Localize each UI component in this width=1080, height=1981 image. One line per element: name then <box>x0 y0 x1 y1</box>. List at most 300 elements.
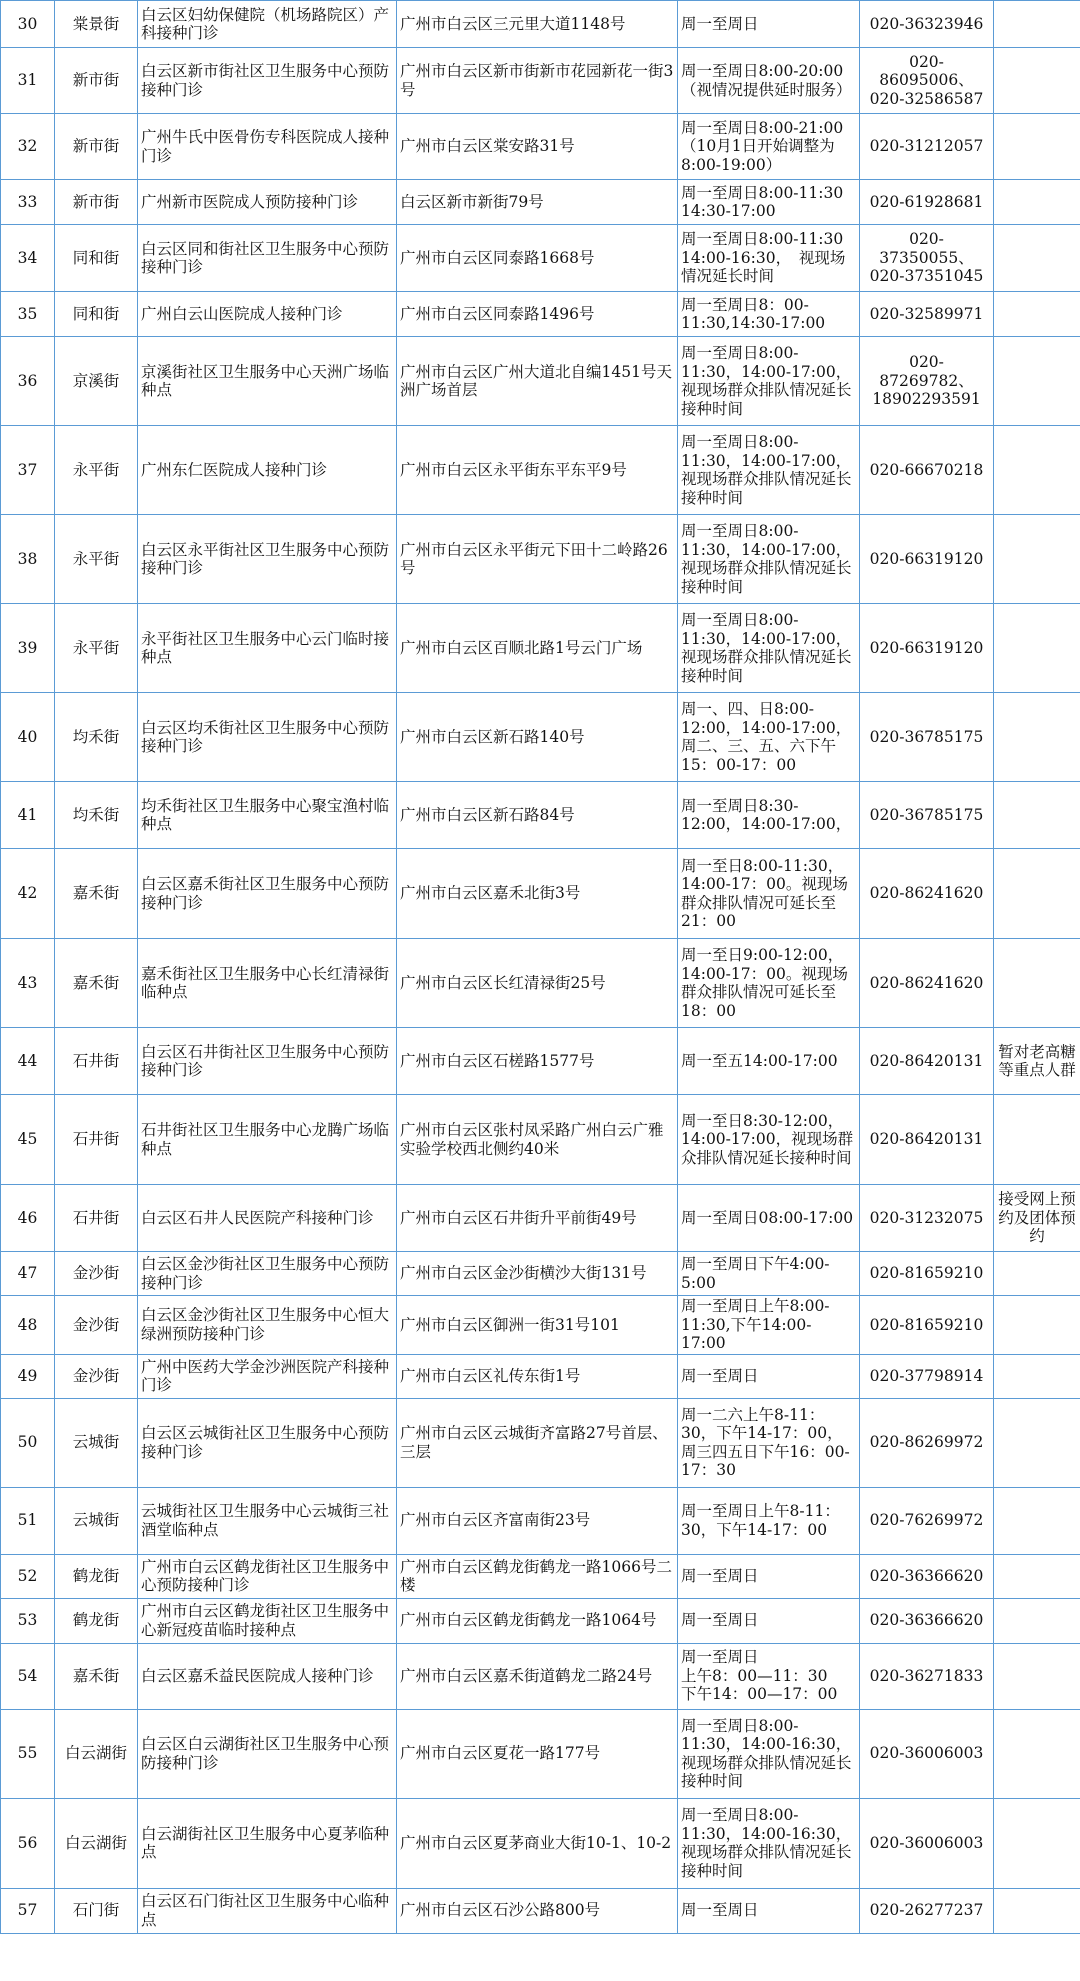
site-address <box>397 292 678 337</box>
contact-phone-text: 020-37798914 <box>869 1366 984 1385</box>
contact-phone <box>860 1296 994 1355</box>
service-hours <box>678 849 860 939</box>
service-hours <box>678 782 860 849</box>
remarks <box>994 1028 1080 1095</box>
street-name-text: 鹤龙街 <box>72 1611 120 1630</box>
site-address <box>397 1487 678 1554</box>
service-hours <box>678 939 860 1028</box>
row-number-text: 35 <box>17 304 38 323</box>
site-name-text: 白云湖街社区卫生服务中心夏茅临种点 <box>141 1824 390 1861</box>
contact-phone <box>860 782 994 849</box>
service-hours-text: 周一至周日8:00-11:30，14:00-17:00，视现场群众排队情况延长接种时间 <box>681 522 852 596</box>
remarks-text: 接受网上预约及团体预约 <box>998 1190 1076 1246</box>
service-hours <box>678 426 860 515</box>
service-hours-text: 周一二六上午8-11：30，下午14-17：00，周三四五日下午16：00-17：30 <box>681 1405 850 1479</box>
street-name <box>55 1554 138 1598</box>
row-number-text: 55 <box>17 1744 38 1763</box>
site-address <box>397 426 678 515</box>
site-name <box>138 782 397 849</box>
service-hours <box>678 1487 860 1554</box>
site-address-text: 广州市白云区嘉禾北街3号 <box>400 884 581 903</box>
remarks <box>994 1598 1080 1643</box>
row-number <box>1 1185 55 1252</box>
remarks <box>994 225 1080 292</box>
remarks <box>994 1185 1080 1252</box>
row-number-text: 32 <box>17 137 38 156</box>
row-number <box>1 180 55 225</box>
service-hours-text: 周一至周日8:00-21:00（10月1日开始调整为8:00-19:00） <box>681 118 844 174</box>
site-address <box>397 1643 678 1709</box>
service-hours-text: 周一至周日8:00-11:30，14:00-17:00，视现场群众排队情况延长接种时间 <box>681 611 852 685</box>
site-name-text: 云城街社区卫生服务中心云城街三社酒堂临种点 <box>141 1502 390 1539</box>
row-number <box>1 1643 55 1709</box>
contact-phone-text: 020-61928681 <box>869 192 984 211</box>
contact-phone-text: 020-36271833 <box>869 1666 984 1685</box>
row-number <box>1 1888 55 1933</box>
street-name <box>55 1354 138 1398</box>
service-hours-text: 周一至周日 上午8：00—11：30 下午14：00—17：00 <box>681 1648 838 1704</box>
street-name <box>55 1028 138 1095</box>
contact-phone-text: 020-31232075 <box>869 1208 984 1227</box>
service-hours <box>678 1296 860 1355</box>
remarks <box>994 515 1080 604</box>
site-name <box>138 1598 397 1643</box>
row-number <box>1 782 55 849</box>
site-name <box>138 515 397 604</box>
row-number-text: 39 <box>17 638 38 657</box>
site-name <box>138 1 397 48</box>
remarks <box>994 114 1080 180</box>
site-name-text: 白云区白云湖街社区卫生服务中心预防接种门诊 <box>141 1735 390 1772</box>
service-hours-text: 周一至五14:00-17:00 <box>681 1051 838 1070</box>
site-address <box>397 1252 678 1296</box>
service-hours-text: 周一至周日8:00-11:30，14:00-17:00，视现场群众排队情况延长接种时间 <box>681 344 852 418</box>
table-row <box>1 1709 1080 1798</box>
site-name <box>138 114 397 180</box>
row-number-text: 43 <box>17 973 38 992</box>
street-name-text: 永平街 <box>72 549 120 568</box>
street-name <box>55 1798 138 1888</box>
contact-phone <box>860 1 994 48</box>
site-name <box>138 1185 397 1252</box>
site-name <box>138 1798 397 1888</box>
row-number-text: 34 <box>17 248 38 267</box>
street-name-text: 石井街 <box>72 1208 120 1227</box>
street-name <box>55 515 138 604</box>
service-hours-text: 周一至周日下午4:00-5:00 <box>681 1255 830 1292</box>
table-row <box>1 515 1080 604</box>
service-hours <box>678 1354 860 1398</box>
street-name-text: 同和街 <box>72 304 120 323</box>
site-address-text: 广州市白云区鹤龙街鹤龙一路1066号二楼 <box>400 1557 672 1594</box>
site-address <box>397 1296 678 1355</box>
row-number <box>1 515 55 604</box>
site-name-text: 白云区均禾街社区卫生服务中心预防接种门诊 <box>141 718 390 755</box>
street-name-text: 永平街 <box>72 460 120 479</box>
street-name <box>55 426 138 515</box>
remarks <box>994 939 1080 1028</box>
street-name-text: 均禾街 <box>72 805 120 824</box>
contact-phone <box>860 114 994 180</box>
site-address <box>397 180 678 225</box>
service-hours-text: 周一至日9:00-12:00，14:00-17：00。视现场群众排队情况可延长至18：00 <box>681 946 848 1020</box>
row-number-text: 42 <box>17 884 38 903</box>
row-number <box>1 48 55 114</box>
remarks <box>994 180 1080 225</box>
site-address <box>397 1185 678 1252</box>
row-number <box>1 1252 55 1296</box>
table-row <box>1 114 1080 180</box>
table-row <box>1 1252 1080 1296</box>
contact-phone <box>860 48 994 114</box>
service-hours <box>678 1798 860 1888</box>
site-address <box>397 1554 678 1598</box>
site-address <box>397 1028 678 1095</box>
contact-phone-text: 020-36785175 <box>869 805 984 824</box>
row-number-text: 56 <box>17 1833 38 1852</box>
table-row <box>1 1798 1080 1888</box>
site-name-text: 白云区石井街社区卫生服务中心预防接种门诊 <box>141 1042 390 1079</box>
remarks <box>994 426 1080 515</box>
street-name <box>55 1185 138 1252</box>
table-row <box>1 693 1080 782</box>
service-hours-text: 周一至周日上午8:00-11:30,下午14:00-17:00 <box>681 1297 830 1352</box>
site-address-text: 广州市白云区礼传东街1号 <box>400 1366 581 1385</box>
table-row <box>1 604 1080 693</box>
contact-phone <box>860 292 994 337</box>
site-address-text: 广州市白云区同泰路1496号 <box>400 304 595 323</box>
street-name <box>55 1643 138 1709</box>
contact-phone <box>860 939 994 1028</box>
street-name-text: 石井街 <box>72 1051 120 1070</box>
service-hours-text: 周一至周日上午8-11：30，下午14-17：00 <box>681 1502 840 1539</box>
site-address <box>397 515 678 604</box>
site-address <box>397 604 678 693</box>
row-number-text: 30 <box>17 14 38 33</box>
street-name-text: 石井街 <box>72 1130 120 1149</box>
service-hours-text: 周一至周日8:00-11:30 14:30-17:00 <box>681 183 859 220</box>
street-name-text: 金沙街 <box>72 1264 120 1283</box>
contact-phone <box>860 1095 994 1185</box>
site-address <box>397 337 678 426</box>
site-name-text: 广州市白云区鹤龙街社区卫生服务中心新冠疫苗临时接种点 <box>141 1602 390 1639</box>
row-number-text: 38 <box>17 549 38 568</box>
site-address <box>397 1354 678 1398</box>
site-address <box>397 1709 678 1798</box>
site-name <box>138 1643 397 1709</box>
site-address-text: 广州市白云区夏花一路177号 <box>400 1744 601 1763</box>
contact-phone-text: 020-66670218 <box>869 460 984 479</box>
row-number-text: 44 <box>17 1051 38 1070</box>
table-body <box>1 1 1080 1934</box>
table-row <box>1 939 1080 1028</box>
remarks <box>994 693 1080 782</box>
site-address-text: 广州市白云区新石路140号 <box>400 727 585 746</box>
contact-phone-text: 020-86095006、020-32586587 <box>869 52 984 108</box>
table-row <box>1 1643 1080 1709</box>
site-address <box>397 939 678 1028</box>
contact-phone-text: 020-36785175 <box>869 727 984 746</box>
contact-phone <box>860 1888 994 1933</box>
row-number-text: 45 <box>17 1130 38 1149</box>
remarks <box>994 1487 1080 1554</box>
remarks <box>994 1709 1080 1798</box>
site-name <box>138 1554 397 1598</box>
site-name-text: 广州白云山医院成人接种门诊 <box>141 304 343 323</box>
site-name-text: 嘉禾街社区卫生服务中心长红清禄街临种点 <box>141 964 390 1001</box>
site-name-text: 白云区同和街社区卫生服务中心预防接种门诊 <box>141 239 390 276</box>
contact-phone <box>860 225 994 292</box>
site-address-text: 广州市白云区永平街东平东平9号 <box>400 460 627 479</box>
contact-phone <box>860 1354 994 1398</box>
row-number <box>1 939 55 1028</box>
street-name-text: 白云湖街 <box>64 1744 127 1763</box>
site-name <box>138 1028 397 1095</box>
site-name-text: 广州东仁医院成人接种门诊 <box>141 460 328 479</box>
service-hours-text: 周一至周日 <box>681 1366 759 1385</box>
contact-phone <box>860 1028 994 1095</box>
row-number-text: 50 <box>17 1433 38 1452</box>
contact-phone <box>860 426 994 515</box>
remarks <box>994 849 1080 939</box>
site-address-text: 广州市白云区鹤龙街鹤龙一路1064号 <box>400 1611 657 1630</box>
row-number <box>1 426 55 515</box>
row-number-text: 53 <box>17 1611 38 1630</box>
service-hours <box>678 180 860 225</box>
site-address <box>397 114 678 180</box>
row-number-text: 40 <box>17 727 38 746</box>
service-hours-text: 周一至周日8:00-11:30，14:00-16:30，视现场群众排队情况延长接种时间 <box>681 1716 852 1790</box>
service-hours-text: 周一至周日08:00-17:00 <box>681 1208 854 1227</box>
street-name-text: 新市街 <box>72 137 120 156</box>
table-row <box>1 1354 1080 1398</box>
row-number <box>1 114 55 180</box>
site-name <box>138 693 397 782</box>
table-row <box>1 1 1080 48</box>
row-number-text: 37 <box>17 460 38 479</box>
contact-phone <box>860 1598 994 1643</box>
street-name-text: 鹤龙街 <box>72 1566 120 1585</box>
row-number <box>1 337 55 426</box>
site-address-text: 广州市白云区三元里大道1148号 <box>400 14 626 33</box>
row-number <box>1 1554 55 1598</box>
service-hours <box>678 1554 860 1598</box>
contact-phone-text: 020-26277237 <box>869 1901 984 1920</box>
site-name-text: 白云区云城街社区卫生服务中心预防接种门诊 <box>141 1424 390 1461</box>
street-name <box>55 1 138 48</box>
street-name <box>55 48 138 114</box>
site-address-text: 广州市白云区长红清禄街25号 <box>400 973 606 992</box>
row-number <box>1 693 55 782</box>
site-name <box>138 292 397 337</box>
row-number-text: 41 <box>17 805 38 824</box>
service-hours-text: 周一至周日8:00-11:30 14:00-16:30， 视现场情况延长时间 <box>681 230 859 286</box>
contact-phone <box>860 515 994 604</box>
contact-phone <box>860 1487 994 1554</box>
contact-phone-text: 020-81659210 <box>869 1264 984 1283</box>
site-address-text: 白云区新市新街79号 <box>400 192 544 211</box>
remarks <box>994 1798 1080 1888</box>
site-address <box>397 48 678 114</box>
row-number <box>1 849 55 939</box>
contact-phone-text: 020-66319120 <box>869 549 984 568</box>
site-address <box>397 1798 678 1888</box>
street-name <box>55 1095 138 1185</box>
contact-phone-text: 020-36006003 <box>869 1833 984 1852</box>
table-row <box>1 180 1080 225</box>
site-name <box>138 1252 397 1296</box>
row-number <box>1 1354 55 1398</box>
table-row <box>1 1095 1080 1185</box>
site-address-text: 广州市白云区云城街齐富路27号首层、三层 <box>400 1424 668 1461</box>
contact-phone-text: 020-86269972 <box>869 1433 984 1452</box>
contact-phone <box>860 1709 994 1798</box>
site-name-text: 均禾街社区卫生服务中心聚宝渔村临种点 <box>141 796 390 833</box>
site-name-text: 石井街社区卫生服务中心龙腾广场临种点 <box>141 1121 390 1158</box>
street-name <box>55 1252 138 1296</box>
street-name <box>55 849 138 939</box>
contact-phone <box>860 337 994 426</box>
street-name-text: 白云湖街 <box>64 1833 127 1852</box>
remarks <box>994 48 1080 114</box>
street-name-text: 金沙街 <box>72 1366 120 1385</box>
service-hours <box>678 1598 860 1643</box>
street-name <box>55 292 138 337</box>
contact-phone-text: 020-31212057 <box>869 137 984 156</box>
street-name <box>55 604 138 693</box>
site-name-text: 京溪街社区卫生服务中心天洲广场临种点 <box>141 362 390 399</box>
street-name-text: 新市街 <box>72 192 120 211</box>
street-name <box>55 1296 138 1355</box>
row-number-text: 52 <box>17 1566 38 1585</box>
table-row <box>1 1296 1080 1355</box>
remarks <box>994 1095 1080 1185</box>
street-name <box>55 1598 138 1643</box>
service-hours-text: 周一、四、日8:00-12:00，14:00-17:00，周二、三、五、六下午15：00-17：00 <box>681 700 852 774</box>
service-hours <box>678 693 860 782</box>
site-name <box>138 1487 397 1554</box>
site-name-text: 白云区金沙街社区卫生服务中心恒大绿洲预防接种门诊 <box>141 1306 390 1343</box>
table-row <box>1 225 1080 292</box>
contact-phone-text: 020-36006003 <box>869 1744 984 1763</box>
site-name <box>138 225 397 292</box>
row-number-text: 54 <box>17 1666 38 1685</box>
remarks <box>994 782 1080 849</box>
service-hours-text: 周一至周日8:30-12:00，14:00-17:00， <box>681 796 852 833</box>
remarks <box>994 1398 1080 1487</box>
site-address <box>397 849 678 939</box>
service-hours <box>678 515 860 604</box>
site-name <box>138 1095 397 1185</box>
site-name-text: 永平街社区卫生服务中心云门临时接种点 <box>141 629 390 666</box>
contact-phone-text: 020-37350055、020-37351045 <box>869 230 984 286</box>
contact-phone <box>860 1252 994 1296</box>
contact-phone <box>860 693 994 782</box>
contact-phone <box>860 1554 994 1598</box>
row-number-text: 31 <box>17 71 38 90</box>
street-name <box>55 782 138 849</box>
table-row <box>1 1888 1080 1933</box>
street-name <box>55 180 138 225</box>
table-row <box>1 1398 1080 1487</box>
row-number-text: 57 <box>17 1901 38 1920</box>
street-name-text: 石门街 <box>72 1901 120 1920</box>
table-row <box>1 782 1080 849</box>
contact-phone-text: 020-86420131 <box>869 1130 984 1149</box>
site-name-text: 白云区嘉禾街社区卫生服务中心预防接种门诊 <box>141 875 390 912</box>
site-address <box>397 693 678 782</box>
site-name-text: 白云区石井人民医院产科接种门诊 <box>141 1208 374 1227</box>
contact-phone-text: 020-76269972 <box>869 1511 984 1530</box>
remarks <box>994 1554 1080 1598</box>
street-name <box>55 939 138 1028</box>
site-name-text: 白云区石门街社区卫生服务中心临种点 <box>141 1892 390 1929</box>
contact-phone <box>860 180 994 225</box>
table-row <box>1 1487 1080 1554</box>
street-name <box>55 337 138 426</box>
table-row <box>1 426 1080 515</box>
service-hours <box>678 604 860 693</box>
street-name-text: 嘉禾街 <box>72 884 120 903</box>
row-number-text: 46 <box>17 1208 38 1227</box>
remarks <box>994 1 1080 48</box>
site-name-text: 白云区永平街社区卫生服务中心预防接种门诊 <box>141 540 390 577</box>
contact-phone <box>860 1398 994 1487</box>
site-name <box>138 1354 397 1398</box>
row-number <box>1 1296 55 1355</box>
contact-phone-text: 020-66319120 <box>869 638 984 657</box>
table-row <box>1 48 1080 114</box>
site-name <box>138 1398 397 1487</box>
street-name <box>55 114 138 180</box>
site-name-text: 广州牛氏中医骨伤专科医院成人接种门诊 <box>141 128 390 165</box>
service-hours <box>678 1709 860 1798</box>
street-name-text: 棠景街 <box>72 14 120 33</box>
contact-phone <box>860 604 994 693</box>
contact-phone-text: 020-86420131 <box>869 1051 984 1070</box>
row-number <box>1 1028 55 1095</box>
site-address-text: 广州市白云区嘉禾街道鹤龙二路24号 <box>400 1666 653 1685</box>
site-address-text: 广州市白云区石沙公路800号 <box>400 1901 601 1920</box>
contact-phone <box>860 1643 994 1709</box>
street-name <box>55 1888 138 1933</box>
site-name <box>138 180 397 225</box>
remarks <box>994 1296 1080 1355</box>
site-name-text: 白云区金沙街社区卫生服务中心预防接种门诊 <box>141 1255 390 1292</box>
service-hours <box>678 1 860 48</box>
table-row <box>1 1028 1080 1095</box>
service-hours-text: 周一至周日 <box>681 1901 759 1920</box>
remarks-text: 暂对老高糖等重点人群 <box>998 1042 1076 1079</box>
row-number <box>1 1598 55 1643</box>
site-name-text: 广州市白云区鹤龙街社区卫生服务中心预防接种门诊 <box>141 1557 390 1594</box>
remarks <box>994 1643 1080 1709</box>
remarks <box>994 337 1080 426</box>
street-name-text: 嘉禾街 <box>72 1666 120 1685</box>
street-name-text: 永平街 <box>72 638 120 657</box>
row-number <box>1 1 55 48</box>
site-name <box>138 1888 397 1933</box>
row-number <box>1 604 55 693</box>
site-name <box>138 939 397 1028</box>
service-hours <box>678 1095 860 1185</box>
row-number <box>1 1095 55 1185</box>
contact-phone-text: 020-81659210 <box>869 1315 984 1334</box>
street-name-text: 均禾街 <box>72 727 120 746</box>
site-address-text: 广州市白云区同泰路1668号 <box>400 248 595 267</box>
street-name-text: 云城街 <box>72 1511 120 1530</box>
site-name-text: 广州新市医院成人预防接种门诊 <box>141 192 359 211</box>
